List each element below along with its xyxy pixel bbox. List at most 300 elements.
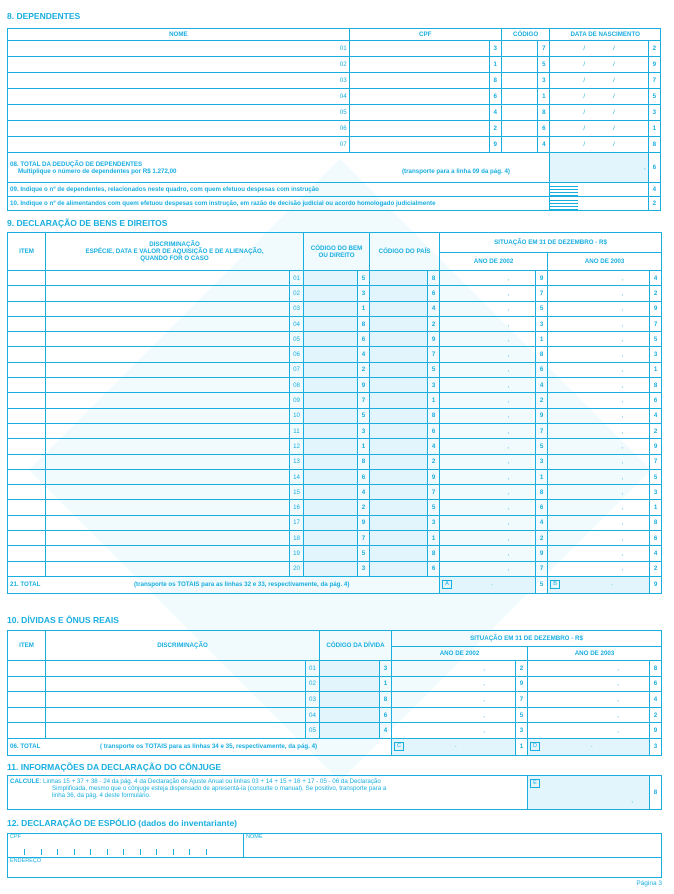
bem-valor-2002[interactable]: , [440, 561, 536, 576]
dependente-cpf[interactable] [349, 41, 489, 57]
divida-row [8, 661, 662, 677]
bem-codigo-check: 7 [358, 393, 370, 408]
bem-valor-2002[interactable]: , [440, 531, 536, 546]
bem-codigo[interactable] [304, 362, 358, 377]
bem-codigo[interactable] [304, 546, 358, 561]
bem-pais[interactable] [370, 332, 428, 347]
bem-discriminacao[interactable] [46, 423, 290, 438]
bem-discriminacao[interactable] [46, 500, 290, 515]
bem-pais-check: 9 [428, 469, 440, 484]
bem-row [8, 561, 662, 576]
bem-item [8, 546, 46, 561]
bem-row [8, 347, 662, 362]
dependente-cpf[interactable] [349, 57, 489, 73]
bem-pais-check: 1 [428, 393, 440, 408]
bem-2002-check: 8 [536, 347, 548, 362]
divida-2002-check: 5 [516, 707, 528, 723]
bem-2003-check: 5 [650, 332, 662, 347]
bem-pais[interactable] [370, 500, 428, 515]
divida-discriminacao[interactable] [46, 707, 306, 723]
line-10-check-digit: 2 [648, 197, 660, 211]
bem-row [8, 393, 662, 408]
dependente-data-nascimento[interactable]: / / [550, 41, 648, 57]
divida-valor-2003[interactable]: , [528, 707, 650, 723]
line-08-sub [10, 168, 547, 175]
bem-item [8, 500, 46, 515]
divida-discriminacao[interactable] [46, 692, 306, 708]
bem-discriminacao[interactable] [46, 454, 290, 469]
bem-2003-check: 3 [650, 485, 662, 500]
bem-valor-2003[interactable]: , [548, 301, 650, 316]
header-disc-1: DISCRIMINAÇÃO [149, 241, 200, 248]
bem-2002-check: 8 [536, 485, 548, 500]
dependente-nome[interactable]: 07 [8, 137, 350, 153]
bem-codigo[interactable] [304, 531, 358, 546]
bem-valor-2002[interactable]: , [440, 439, 536, 454]
cpf-check-digit: 1 [489, 57, 501, 73]
bem-codigo[interactable] [304, 469, 358, 484]
bem-2002-check: 2 [536, 531, 548, 546]
divida-valor-2003[interactable]: , [528, 676, 650, 692]
bem-valor-2003[interactable]: , [548, 561, 650, 576]
bem-2003-check: 7 [650, 316, 662, 331]
data-check-digit: 5 [648, 89, 660, 105]
dependente-data-nascimento[interactable]: / / [550, 105, 648, 121]
bem-pais[interactable] [370, 454, 428, 469]
bem-discriminacao[interactable] [46, 316, 290, 331]
cpf-check-digit: 6 [489, 89, 501, 105]
section-title-espolio: 12. DECLARAÇÃO DE ESPÓLIO (dados do inventariante) [7, 818, 238, 828]
bem-row [8, 439, 662, 454]
bens-total-note: (transporte os TOTAIS para as linhas 32 e 33, respectivamente, da pág. 4) [134, 581, 350, 589]
cpf-tick [189, 849, 190, 855]
bem-2002-check: 7 [536, 561, 548, 576]
bem-codigo[interactable] [304, 423, 358, 438]
divida-valor-2002[interactable]: , [392, 692, 516, 708]
divida-codigo[interactable] [320, 707, 380, 723]
divida-valor-2003[interactable]: , [528, 723, 650, 739]
bem-pais-check: 5 [428, 362, 440, 377]
dependente-row [8, 137, 661, 153]
dependente-nome[interactable]: 01 [8, 41, 350, 57]
bem-valor-2002[interactable]: , [440, 362, 536, 377]
cpf-tick [41, 849, 42, 855]
bem-pais[interactable] [370, 546, 428, 561]
codigo-check-digit: 5 [538, 57, 550, 73]
bem-line-number: 19 [290, 546, 304, 561]
line-09-check-digit: 4 [648, 183, 660, 197]
cpf-tick [57, 849, 58, 855]
bem-codigo[interactable] [304, 286, 358, 301]
header-cpf: CPF [349, 29, 501, 41]
bem-discriminacao[interactable] [46, 408, 290, 423]
bem-codigo[interactable] [304, 378, 358, 393]
bem-valor-2003[interactable]: , [548, 408, 650, 423]
bem-discriminacao[interactable] [46, 393, 290, 408]
bem-pais[interactable] [370, 316, 428, 331]
bem-2003-check: 3 [650, 347, 662, 362]
bem-pais[interactable] [370, 469, 428, 484]
bem-discriminacao[interactable] [46, 531, 290, 546]
header-ano-2002: ANO DE 2002 [392, 647, 528, 661]
bem-2003-check: 6 [650, 393, 662, 408]
bem-valor-2002[interactable]: , [440, 515, 536, 530]
line-10-field[interactable] [550, 197, 648, 211]
bem-codigo[interactable] [304, 454, 358, 469]
divida-valor-2002[interactable]: , [392, 676, 516, 692]
bem-discriminacao[interactable] [46, 286, 290, 301]
dependente-cpf[interactable] [349, 105, 489, 121]
header-nome: NOME [8, 29, 350, 41]
bem-valor-2002[interactable]: , [440, 271, 536, 286]
bem-2003-check: 6 [650, 531, 662, 546]
dependente-codigo[interactable] [501, 73, 538, 89]
bem-valor-2003[interactable]: , [548, 423, 650, 438]
bem-codigo-check: 5 [358, 546, 370, 561]
bem-codigo[interactable] [304, 332, 358, 347]
bem-valor-2003[interactable]: , [548, 271, 650, 286]
bem-pais[interactable] [370, 271, 428, 286]
bem-2003-check: 4 [650, 271, 662, 286]
dependente-nome[interactable]: 02 [8, 57, 350, 73]
dependente-data-nascimento[interactable]: / / [550, 57, 648, 73]
bem-pais[interactable] [370, 423, 428, 438]
bem-pais-check: 7 [428, 485, 440, 500]
data-check-digit: 1 [648, 121, 660, 137]
bem-codigo-check: 1 [358, 301, 370, 316]
bem-codigo[interactable] [304, 561, 358, 576]
dependente-cpf[interactable] [349, 89, 489, 105]
cpf-tick [107, 849, 108, 855]
cpf-tick [123, 849, 124, 855]
divida-line-number: 01 [306, 661, 320, 677]
section-title-conjuge: 11. INFORMAÇÕES DA DECLARAÇÃO DO CÔNJUGE [7, 762, 222, 772]
bem-discriminacao[interactable] [46, 469, 290, 484]
divida-valor-2002[interactable]: , [392, 707, 516, 723]
bem-codigo-check: 3 [358, 561, 370, 576]
bem-codigo-check: 5 [358, 271, 370, 286]
bem-valor-2003[interactable]: , [548, 347, 650, 362]
bem-discriminacao[interactable] [46, 515, 290, 530]
bem-pais[interactable] [370, 393, 428, 408]
bens-total-2002-check: 5 [536, 576, 548, 593]
divida-line-number: 03 [306, 692, 320, 708]
calcule-label: CALCULE [10, 778, 40, 785]
bem-valor-2003[interactable]: , [548, 485, 650, 500]
bem-valor-2002[interactable]: , [440, 332, 536, 347]
dependente-cpf[interactable] [349, 137, 489, 153]
header-situacao: SITUAÇÃO EM 31 DE DEZEMBRO - R$ [440, 233, 662, 253]
header-item: ITEM [8, 233, 46, 271]
bem-discriminacao[interactable] [46, 439, 290, 454]
bem-discriminacao[interactable] [46, 347, 290, 362]
espolio-cpf-field[interactable] [8, 834, 244, 858]
codigo-check-digit: 6 [538, 121, 550, 137]
bem-valor-2002[interactable]: , [440, 546, 536, 561]
bem-valor-2003[interactable]: , [548, 469, 650, 484]
section-title-dividas: 10. DÍVIDAS E ÔNUS REAIS [7, 615, 119, 625]
divida-codigo[interactable] [320, 692, 380, 708]
bem-pais[interactable] [370, 561, 428, 576]
bem-2002-check: 1 [536, 469, 548, 484]
bem-codigo[interactable] [304, 301, 358, 316]
bem-pais-check: 6 [428, 423, 440, 438]
bem-codigo-check: 8 [358, 454, 370, 469]
bem-item [8, 316, 46, 331]
dependente-cpf[interactable] [349, 121, 489, 137]
bem-pais[interactable] [370, 408, 428, 423]
divida-2003-check: 4 [650, 692, 662, 708]
dependente-codigo[interactable] [501, 105, 538, 121]
bem-codigo[interactable] [304, 439, 358, 454]
divida-valor-2003[interactable]: , [528, 661, 650, 677]
dividas-total-2002[interactable]: C . [392, 738, 516, 755]
line-09-field[interactable] [550, 183, 648, 197]
bem-item [8, 393, 46, 408]
bem-valor-2002[interactable]: , [440, 408, 536, 423]
header-ano-2003: ANO DE 2003 [528, 647, 662, 661]
bem-codigo[interactable] [304, 408, 358, 423]
bem-valor-2003[interactable]: , [548, 332, 650, 347]
divida-codigo-check: 4 [380, 723, 392, 739]
line-08-value[interactable]: , [550, 153, 648, 183]
line-08 [8, 153, 550, 183]
dependente-codigo[interactable] [501, 121, 538, 137]
bem-valor-2002[interactable]: , [440, 454, 536, 469]
dividas-total-note: ( transporte os TOTAIS para as linhas 34 e 35, respectivamente, da pág. 4) [100, 743, 318, 751]
bem-row [8, 469, 662, 484]
bens-total-2003[interactable]: B . [548, 576, 650, 593]
line-08-title: 08. TOTAL DA DEDUÇÃO DE DEPENDENTES [10, 160, 143, 168]
bem-item [8, 286, 46, 301]
bem-pais-check: 2 [428, 454, 440, 469]
bens-total-label: 21. TOTAL [10, 581, 41, 589]
bem-line-number: 08 [290, 378, 304, 393]
line-08-transport-note: (transporte para a linha 09 da pág. 4) [402, 167, 510, 175]
divida-discriminacao[interactable] [46, 723, 306, 739]
bem-item [8, 515, 46, 530]
codigo-check-digit: 7 [538, 41, 550, 57]
divida-valor-2003[interactable]: , [528, 692, 650, 708]
dependente-data-nascimento[interactable]: / / [550, 137, 648, 153]
bem-item [8, 408, 46, 423]
bem-item [8, 561, 46, 576]
bem-pais[interactable] [370, 378, 428, 393]
bem-pais-check: 8 [428, 408, 440, 423]
dependente-nome[interactable]: 05 [8, 105, 350, 121]
box-letter-c: C [394, 742, 404, 751]
bem-pais[interactable] [370, 301, 428, 316]
cpf-digit-ticks [10, 849, 238, 855]
bem-codigo[interactable] [304, 515, 358, 530]
bem-row [8, 485, 662, 500]
bem-valor-2003[interactable]: , [548, 439, 650, 454]
dependente-cpf[interactable] [349, 73, 489, 89]
bem-line-number: 15 [290, 485, 304, 500]
divida-line-number: 04 [306, 707, 320, 723]
bem-pais[interactable] [370, 439, 428, 454]
bem-valor-2002[interactable]: , [440, 485, 536, 500]
bem-discriminacao[interactable] [46, 332, 290, 347]
bem-valor-2003[interactable]: , [548, 286, 650, 301]
espolio-endereco-field[interactable] [8, 858, 662, 878]
bem-2003-check: 9 [650, 301, 662, 316]
page-number: Página 3 [636, 880, 662, 887]
bem-2002-check: 5 [536, 301, 548, 316]
dependente-row [8, 89, 661, 105]
bem-codigo-check: 7 [358, 531, 370, 546]
bem-2003-check: 8 [650, 378, 662, 393]
divida-valor-2002[interactable]: , [392, 661, 516, 677]
dependente-row [8, 41, 661, 57]
cpf-check-digit: 2 [489, 121, 501, 137]
divida-codigo[interactable] [320, 661, 380, 677]
bens-total-row [8, 576, 440, 593]
header-codigo-divida: CÓDIGO DA DÍVIDA [320, 631, 392, 661]
data-check-digit: 9 [648, 57, 660, 73]
bem-valor-2003[interactable]: , [548, 531, 650, 546]
bem-codigo[interactable] [304, 485, 358, 500]
bem-codigo-check: 6 [358, 469, 370, 484]
bem-valor-2003[interactable]: , [548, 393, 650, 408]
bem-codigo-check: 9 [358, 378, 370, 393]
conjuge-value[interactable] [528, 776, 650, 810]
dependente-data-nascimento[interactable]: / / [550, 121, 648, 137]
cpf-tick [24, 849, 25, 855]
bem-valor-2003[interactable]: , [548, 362, 650, 377]
espolio-endereco-label: ENDEREÇO [10, 858, 42, 864]
dependente-codigo[interactable] [501, 57, 538, 73]
bem-valor-2002[interactable]: , [440, 316, 536, 331]
bem-codigo[interactable] [304, 393, 358, 408]
bem-line-number: 14 [290, 469, 304, 484]
bem-pais-check: 8 [428, 546, 440, 561]
dividas-total-2003[interactable]: D . [528, 738, 650, 755]
bem-valor-2002[interactable]: , [440, 347, 536, 362]
bem-valor-2002[interactable]: , [440, 301, 536, 316]
bem-pais[interactable] [370, 485, 428, 500]
bem-line-number: 12 [290, 439, 304, 454]
bem-valor-2003[interactable]: , [548, 546, 650, 561]
bem-row [8, 301, 662, 316]
dividas-total-row [8, 738, 392, 755]
bem-discriminacao[interactable] [46, 561, 290, 576]
box-letter-a: A [442, 580, 452, 589]
bem-2002-check: 6 [536, 500, 548, 515]
bens-total-2002[interactable]: A . [440, 576, 536, 593]
bem-valor-2002[interactable]: , [440, 286, 536, 301]
bem-valor-2002[interactable]: , [440, 423, 536, 438]
bem-row [8, 316, 662, 331]
conjuge-decimal: , [631, 797, 633, 804]
bem-discriminacao[interactable] [46, 301, 290, 316]
header-discriminacao: DISCRIMINAÇÃO [46, 631, 320, 661]
dependente-nome[interactable]: 06 [8, 121, 350, 137]
divida-valor-2002[interactable]: , [392, 723, 516, 739]
bem-codigo[interactable] [304, 271, 358, 286]
bem-line-number: 16 [290, 500, 304, 515]
header-disc-2: ESPÉCIE, DATA E VALOR DE AQUISIÇÃO E DE ALIENAÇÃO, [85, 248, 264, 255]
dependente-nome[interactable]: 03 [8, 73, 350, 89]
bem-pais[interactable] [370, 347, 428, 362]
bem-pais[interactable] [370, 286, 428, 301]
bem-valor-2003[interactable]: , [548, 515, 650, 530]
divida-codigo-check: 1 [380, 676, 392, 692]
bem-valor-2003[interactable]: , [548, 500, 650, 515]
dependente-codigo[interactable] [501, 137, 538, 153]
bem-pais[interactable] [370, 515, 428, 530]
dependente-row [8, 57, 661, 73]
bem-2002-check: 9 [536, 408, 548, 423]
bem-row [8, 362, 662, 377]
bem-line-number: 03 [290, 301, 304, 316]
bem-valor-2003[interactable]: , [548, 454, 650, 469]
bem-item [8, 362, 46, 377]
bem-valor-2002[interactable]: , [440, 378, 536, 393]
bem-valor-2003[interactable]: , [548, 378, 650, 393]
bem-codigo[interactable] [304, 347, 358, 362]
cpf-tick [206, 849, 207, 855]
bem-pais[interactable] [370, 362, 428, 377]
bem-item [8, 378, 46, 393]
bem-discriminacao[interactable] [46, 271, 290, 286]
bem-discriminacao[interactable] [46, 546, 290, 561]
bem-row [8, 531, 662, 546]
bem-discriminacao[interactable] [46, 378, 290, 393]
divida-codigo-check: 8 [380, 692, 392, 708]
divida-discriminacao[interactable] [46, 676, 306, 692]
bem-codigo[interactable] [304, 316, 358, 331]
bem-2002-check: 5 [536, 439, 548, 454]
bem-line-number: 17 [290, 515, 304, 530]
bem-valor-2002[interactable]: , [440, 469, 536, 484]
bem-discriminacao[interactable] [46, 485, 290, 500]
espolio-nome-field[interactable] [244, 834, 662, 858]
dependente-data-nascimento[interactable]: / / [550, 89, 648, 105]
dependente-codigo[interactable] [501, 41, 538, 57]
dividas-total-2002-check: 1 [516, 738, 528, 755]
bem-2003-check: 1 [650, 362, 662, 377]
bem-pais-check: 2 [428, 316, 440, 331]
bem-valor-2002[interactable]: , [440, 500, 536, 515]
bem-line-number: 06 [290, 347, 304, 362]
section-title-bens: 9. DECLARAÇÃO DE BENS E DIREITOS [7, 218, 168, 228]
divida-discriminacao[interactable] [46, 661, 306, 677]
codigo-check-digit: 3 [538, 73, 550, 89]
dependente-nome[interactable]: 04 [8, 89, 350, 105]
bem-valor-2003[interactable]: , [548, 316, 650, 331]
bem-discriminacao[interactable] [46, 362, 290, 377]
bem-pais[interactable] [370, 531, 428, 546]
bem-valor-2002[interactable]: , [440, 393, 536, 408]
cpf-check-digit: 4 [489, 105, 501, 121]
bem-codigo-check: 1 [358, 439, 370, 454]
dependente-codigo[interactable] [501, 89, 538, 105]
bem-pais-check: 6 [428, 561, 440, 576]
bem-line-number: 13 [290, 454, 304, 469]
divida-codigo[interactable] [320, 723, 380, 739]
bem-line-number: 18 [290, 531, 304, 546]
dependente-data-nascimento[interactable]: / / [550, 73, 648, 89]
header-situacao: SITUAÇÃO EM 31 DE DEZEMBRO - R$ [392, 631, 662, 647]
box-letter-e: E [530, 779, 540, 788]
bens-table [7, 232, 662, 594]
bem-codigo[interactable] [304, 500, 358, 515]
bem-row [8, 378, 662, 393]
bem-2003-check: 2 [650, 286, 662, 301]
divida-codigo[interactable] [320, 676, 380, 692]
bem-row [8, 332, 662, 347]
